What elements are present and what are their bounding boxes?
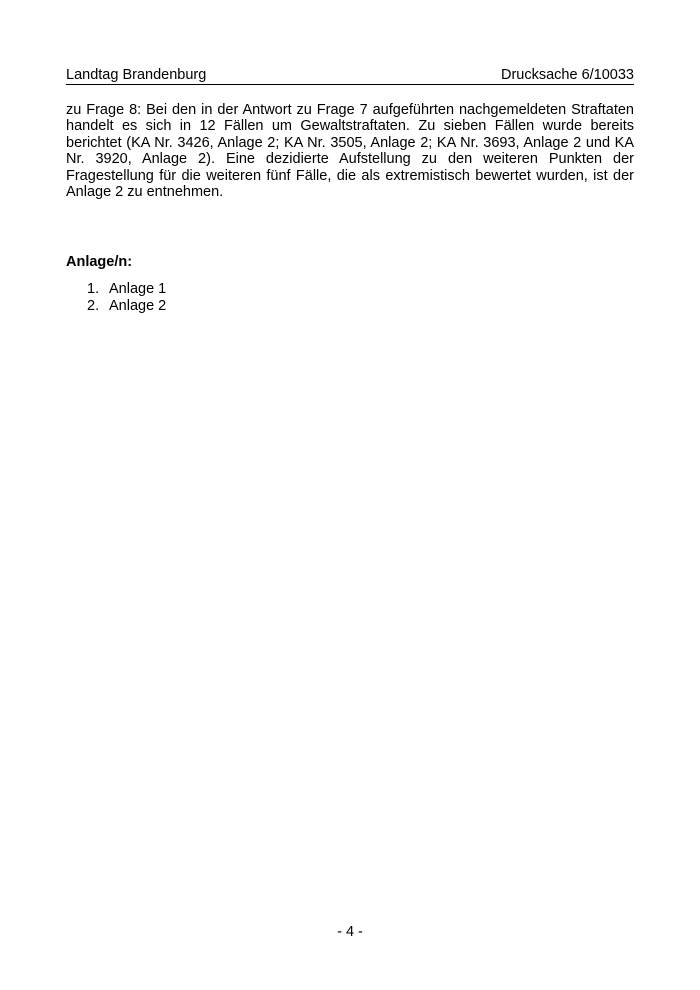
answer-paragraph: zu Frage 8: Bei den in der Antwort zu Frage 7 aufgeführten nachgemeldeten Straftaten handelt es sich in 12 Fällen um Gewaltstraftaten. Zu sieben Fällen wurde bereits berichtet (KA Nr. 3426, Anlage 2; KA Nr. 3505, Anlage 2; KA Nr. 3693, Anlage 2 und KA Nr. 3920, Anlage 2). Eine dezidierte Aufstellung zu den weiteren Punkten der Fragestellung für die weiteren fünf Fälle, die als extremistisch bewertet wurden, ist der Anlage 2 zu entnehmen.	[66, 102, 634, 201]
header-document-number: Drucksache 6/10033	[501, 67, 634, 83]
list-item-number: 2.	[87, 297, 100, 314]
page-header	[66, 67, 634, 85]
header-institution: Landtag Brandenburg	[66, 67, 207, 83]
list-item-label: Anlage 1	[109, 281, 167, 297]
list-item	[66, 281, 166, 298]
list-item-number: 1.	[87, 281, 100, 297]
list-item	[66, 298, 166, 315]
page-number: - 4 -	[337, 924, 363, 940]
attachments-list	[66, 281, 166, 314]
list-item-label: Anlage 2	[109, 297, 167, 314]
attachments-heading: Anlage/n:	[66, 254, 133, 270]
